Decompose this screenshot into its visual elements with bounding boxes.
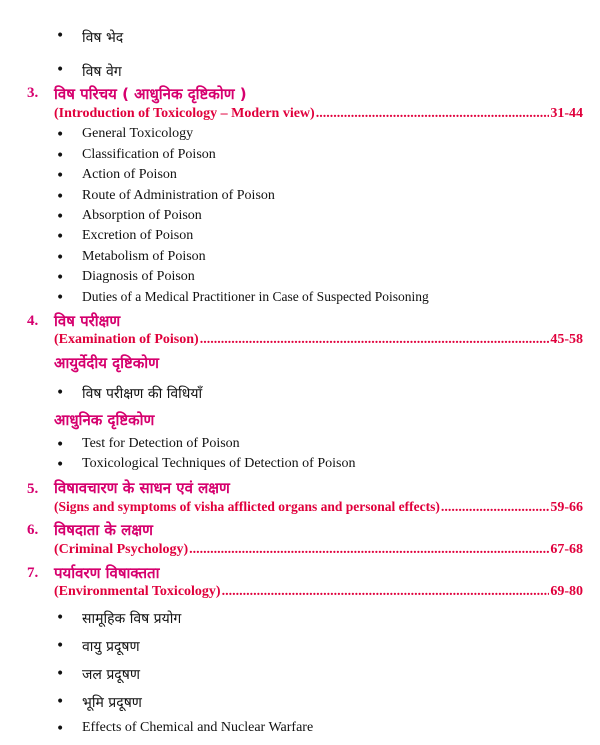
list-item: Duties of a Medical Practitioner in Case of Suspected Poisoning (82, 289, 429, 304)
bullet: • (56, 638, 65, 654)
chapter-entry[interactable] (54, 106, 583, 122)
bullet: • (56, 694, 65, 710)
bullet: • (56, 666, 65, 682)
bullet: • (56, 148, 65, 164)
chapter-number: 3. (27, 85, 39, 101)
chapter-title-english: (Examination of Poison) (54, 332, 199, 347)
leader-dots (222, 584, 550, 600)
list-item: वायु प्रदूषण (82, 639, 140, 655)
list-item: General Toxicology (82, 126, 194, 141)
chapter-entry[interactable] (54, 542, 583, 558)
chapter-title-english: (Introduction of Toxicology – Modern view) (54, 106, 315, 121)
bullet: • (56, 721, 65, 737)
bullet: • (56, 610, 65, 626)
list-item: Effects of Chemical and Nuclear Warfare (82, 720, 314, 735)
bullet: • (56, 168, 65, 184)
list-item: Action of Poison (82, 167, 177, 182)
leader-dots (189, 542, 549, 558)
bullet: • (56, 62, 65, 78)
chapter-number: 4. (27, 313, 39, 329)
chapter-number: 5. (27, 481, 39, 497)
leader-dots (316, 106, 550, 122)
list-item: Diagnosis of Poison (82, 269, 195, 284)
list-item: भूमि प्रदूषण (82, 695, 142, 711)
list-item: Route of Administration of Poison (82, 188, 275, 203)
chapter-title-english: (Signs and symptoms of visha afflicted organs and personal effects) (54, 499, 440, 514)
page-range: 69-80 (550, 584, 583, 599)
list-item: Toxicological Techniques of Detection of Poison (82, 456, 356, 471)
list-item: जल प्रदूषण (82, 667, 140, 683)
bullet: • (56, 270, 65, 286)
bullet: • (56, 457, 65, 473)
bullet: • (56, 437, 65, 453)
list-item: Test for Detection of Poison (82, 436, 240, 451)
chapter-title-hindi: विष परीक्षण (54, 312, 121, 330)
chapter-entry[interactable] (54, 584, 583, 600)
chapter-title-english: (Environmental Toxicology) (54, 584, 221, 599)
list-item: विष परीक्षण की विधियाँ (82, 386, 203, 402)
section-heading: आधुनिक दृष्टिकोण (54, 411, 155, 429)
chapter-entry[interactable] (54, 332, 583, 348)
bullet: • (56, 209, 65, 225)
bullet: • (56, 229, 65, 245)
leader-dots (441, 500, 549, 516)
page-range: 67-68 (550, 542, 583, 557)
leader-dots (200, 332, 550, 348)
page-range: 45-58 (550, 332, 583, 347)
list-item: Excretion of Poison (82, 228, 194, 243)
bullet: • (56, 385, 65, 401)
chapter-title-english: (Criminal Psychology) (54, 542, 189, 557)
list-item: Absorption of Poison (82, 208, 202, 223)
chapter-title-hindi: विषावचारण के साधन एवं लक्षण (54, 479, 230, 497)
bullet: • (56, 28, 65, 44)
list-item: विष भेद (82, 30, 124, 46)
chapter-title-hindi: पर्यावरण विषाक्तता (54, 564, 160, 582)
bullet: • (56, 189, 65, 205)
chapter-title-hindi: विष परिचय ( आधुनिक दृष्टिकोण ) (54, 85, 247, 103)
chapter-entry[interactable] (54, 499, 583, 516)
chapter-title-hindi: विषदाता के लक्षण (54, 521, 153, 539)
chapter-number: 7. (27, 565, 39, 581)
list-item: विष वेग (82, 64, 122, 80)
list-item: सामूहिक विष प्रयोग (82, 611, 182, 627)
page-range: 31-44 (550, 106, 583, 121)
page-range: 59-66 (550, 500, 583, 515)
bullet: • (56, 127, 65, 143)
section-heading: आयुर्वेदीय दृष्टिकोण (54, 354, 160, 372)
list-item: Metabolism of Poison (82, 249, 206, 264)
bullet: • (56, 250, 65, 266)
chapter-number: 6. (27, 522, 39, 538)
bullet: • (56, 290, 65, 306)
list-item: Classification of Poison (82, 147, 216, 162)
